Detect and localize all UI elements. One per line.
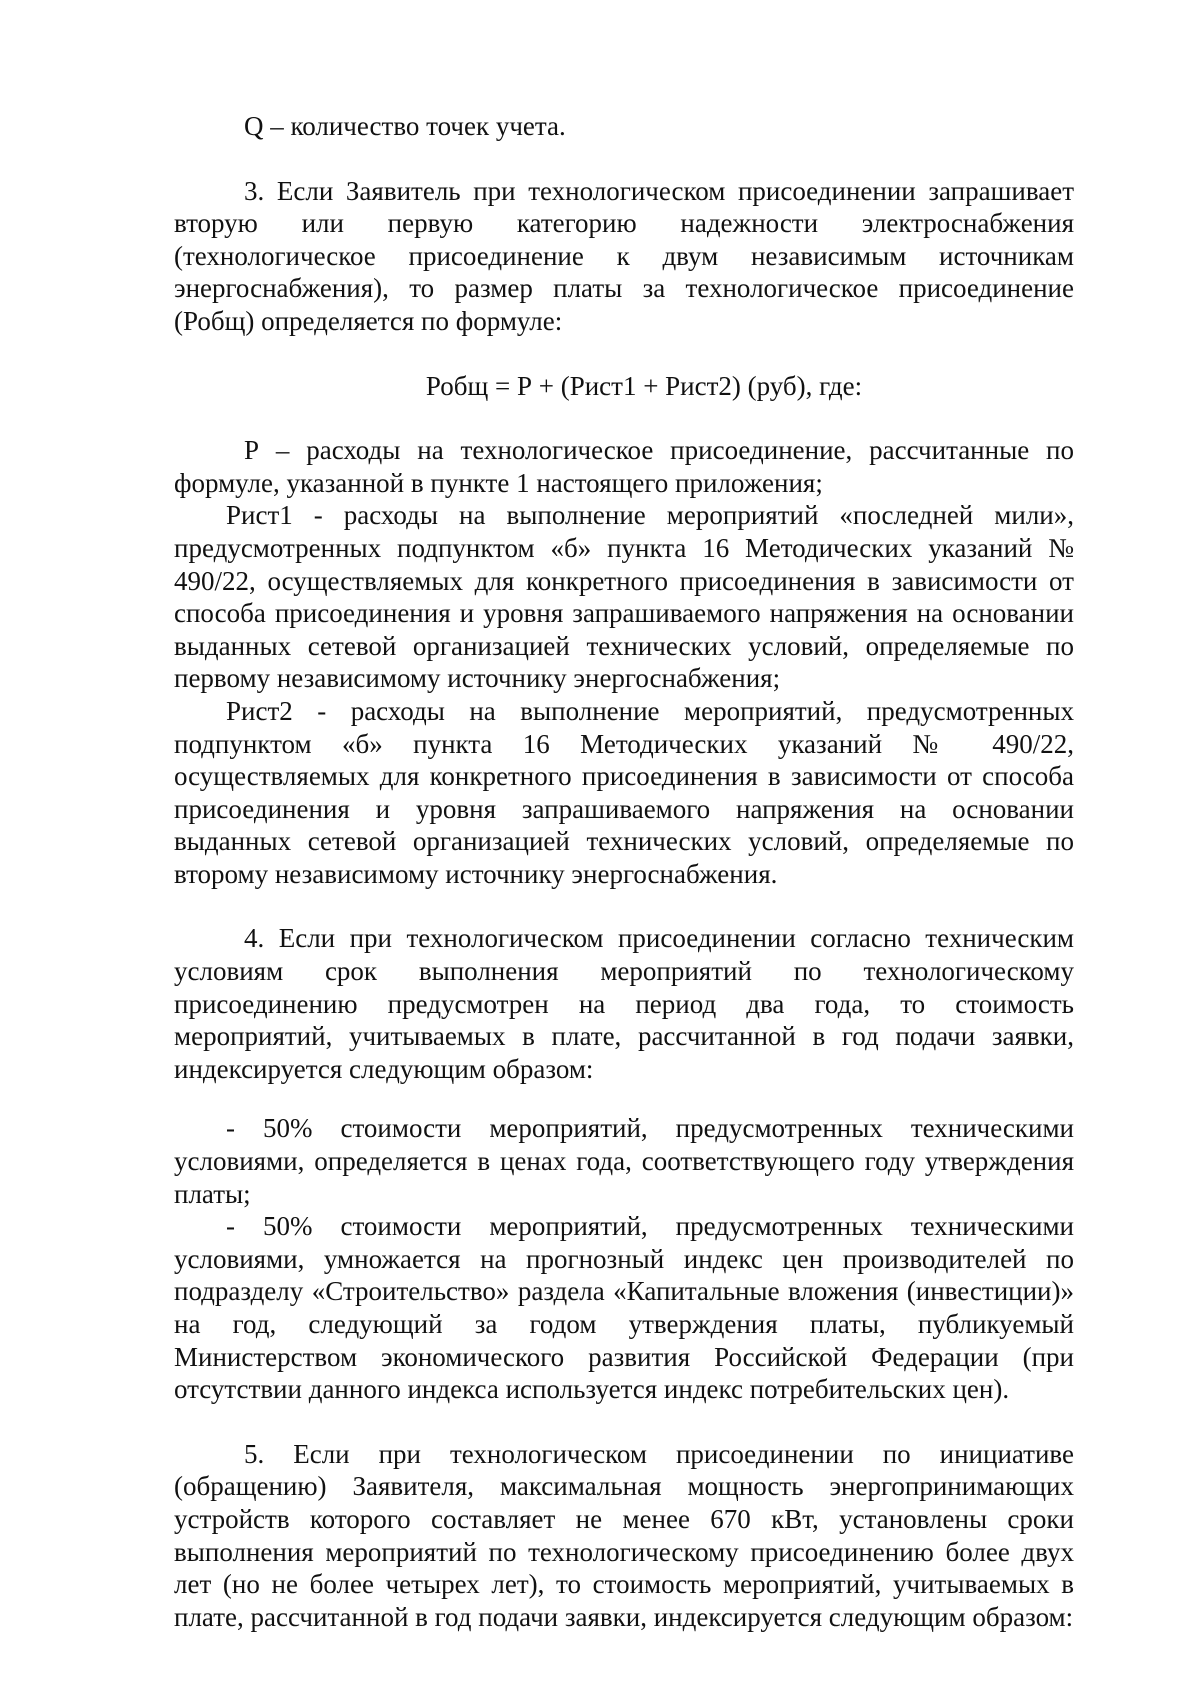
item-4-bullet-1: - 50% стоимости мероприятий, предусмотренных техническими условиями, определяется в ценах года, соответствующего году утверждения платы; [174,1113,1074,1209]
item-4-paragraph: 4. Если при технологическом присоединении согласно техническим условиям срок выполнения мероприятий по технологическому присоединению предусмотрен на период два года, то стоимость мероприятий, учитываемых в плате, рассчитанной в год подачи заявки, индексируется следующим образом: [174,923,1074,1084]
spacer [174,890,1074,922]
spacer [174,338,1074,370]
p-definition: Р – расходы на технологическое присоединение, рассчитанные по формуле, указанной в пункте 1 настоящего приложения; [174,435,1074,498]
spacer [174,143,1074,175]
rist1-definition: Рист1 - расходы на выполнение мероприятий «последней мили», предусмотренных подпунктом «б» пункта 16 Методических указаний № 490/22, осуществляемых для конкретного присоединения в зависимости от способа присоединения и уровня запрашиваемого напряжения на основании выданных сетевой организацией технических условий, определяемые по первому независимому источнику энергоснабжения; [174,500,1074,694]
spacer [174,402,1074,434]
item-3-paragraph: 3. Если Заявитель при технологическом присоединении запрашивает вторую или первую категорию надежности электроснабжения (технологическое присоединение к двум независимым источникам энергоснабжения), то размер платы за технологическое присоединение (Робщ) определяется по формуле: [174,175,1074,336]
q-definition: Q – количество точек учета. [244,111,566,141]
spacer [174,1085,1074,1112]
item-5-paragraph: 5. Если при технологическом присоединении по инициативе (обращению) Заявителя, максимальная мощность энергопринимающих устройств которого составляет не менее 670 кВт, установлены сроки выполнения мероприятий по технологическому присоединению более двух лет (но не более четырех лет), то стоимость мероприятий, учитываемых в плате, рассчитанной в год подачи заявки, индексируется следующим образом: [174,1438,1074,1632]
spacer [174,1406,1074,1438]
document-page [174,110,1074,1633]
item-4-bullet-2: - 50% стоимости мероприятий, предусмотренных техническими условиями, умножается на прогнозный индекс цен производителей по подразделу «Строительство» раздела «Капитальные вложения (инвестиции)» на год, следующий за годом утверждения платы, публикуемый Министерством экономического развития Российской Федерации (при отсутствии данного индекса используется индекс потребительских цен). [174,1211,1074,1405]
rist2-definition: Рист2 - расходы на выполнение мероприятий, предусмотренных подпунктом «б» пункта 16 Методических указаний № 490/22, осуществляемых для конкретного присоединения в зависимости от способа присоединения и уровня запрашиваемого напряжения на основании выданных сетевой организацией технических условий, определяемые по второму независимому источнику энергоснабжения. [174,695,1074,889]
formula-total-cost: Робщ = Р + (Рист1 + Рист2) (руб), где: [425,370,863,401]
